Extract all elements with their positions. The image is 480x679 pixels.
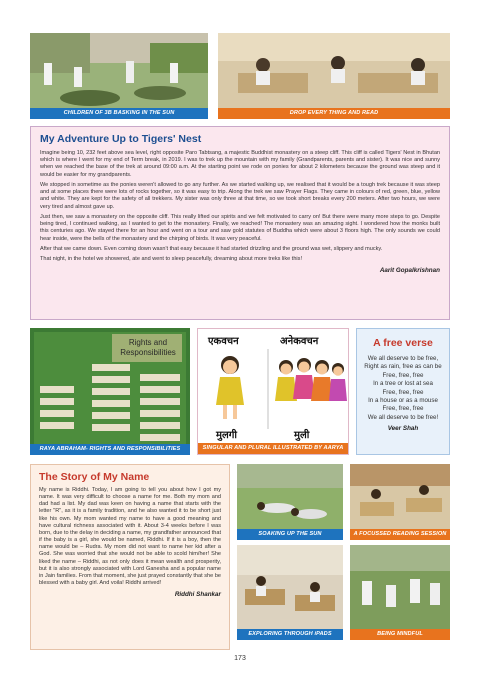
free-verse-box — [356, 328, 450, 455]
hindi-plural-heading: अनेकवचन — [280, 336, 319, 347]
free-verse-author: Veer Shah — [387, 425, 419, 433]
photo-rights-poster — [30, 328, 190, 455]
poster-title-line: Rights and — [128, 338, 168, 347]
page-number: 173 — [234, 655, 246, 662]
hindi-plural-label: मुली — [294, 430, 310, 441]
adventure-body — [40, 150, 440, 264]
verse-line: Free, free, free — [382, 405, 424, 413]
verse-line: Right as rain, free as can be — [364, 363, 442, 371]
story-article — [30, 464, 230, 650]
hindi-singular-label: मुलगी — [216, 430, 237, 441]
free-verse-lines — [361, 355, 445, 422]
verse-line: Free, free, free — [382, 371, 424, 379]
caption-being-mindful: BEING MINDFUL — [350, 629, 450, 640]
caption-singular-plural: SINGULAR AND PLURAL ILLUSTRATED BY AARYA — [198, 443, 348, 454]
adventure-paragraph: We stopped in sometime as the ponies weren't allowed to go any further. As we started walking up, we realised that it would be a tough trek because it was steep and at some places there were lots of rocks together, so it was easy to trip. Along the trek we saw Prayer Flags. They came in colours of red, green, blue, yellow and white. They are kept for the safety of all trekkers. My sister was only three at that time, so we took short breaks every 200 meters. After two hours, we were very tired and almost gave up. — [40, 182, 440, 210]
adventure-paragraph: That night, in the hotel we showered, ate and went to sleep peacefully, dreaming about more treks like this! — [40, 256, 302, 263]
adventure-paragraph: Imagine being 10, 232 feet above sea level, right opposite Paro Tabtsang, a majestic Buddhist monastery on a steep cliff. This cliff is called Tigers' Nest in Bhutan which is where I went for my end of Term break, in 2019. I was to trek up the mountain with my family (Grandparents, parents and sister). It was nice and sunny when we reached the base of the trek at around 09:00 a.m. At the starting point we rode on ponies for about 2 kilometers because the ground was steep and it would be easier for my grandparents. — [40, 150, 440, 178]
story-author: Riddhi Shankar — [174, 591, 221, 599]
adventure-article — [30, 126, 450, 320]
photo-drop-everything — [218, 33, 450, 119]
story-paragraph: My name is Riddhi. Today, I am going to tell you about how I got my name. It was very difficult to choose a name for me. Both my mom and dad had a list. My dad was keen on having a name that starts with the letter "R", as it is a family tradition, and he also wanted it to be short just like his own. My mom wanted my name to have a good meaning and have cultural richness associated with it. About 3-4 weeks before I was born, due to the delay in deciding a name, my grandfather announced that if the baby is a girl, she would be named, Riddhi. If it is a boy, then the name would be – Rudra. My mom did not want to name her kid after a God. She was worried that she would not be able to scold him/her! She liked the name – Riddhi, as not only does it mean wealth and prosperity, but it is also strongly associated with Lord Ganesha and a popular name in Jain families. From that moment, she just prayed constantly that she be blessed with a baby girl. And voila! Riddhi arrived! — [39, 487, 221, 587]
verse-line: Free, free, free — [382, 388, 424, 396]
story-title: The Story of My Name — [39, 471, 150, 483]
story-body — [39, 487, 221, 587]
free-verse-title: A free verse — [373, 337, 433, 349]
photo-being-mindful — [350, 545, 450, 640]
girl-figures-icon — [198, 349, 348, 429]
hindi-singular-heading: एकवचन — [208, 336, 239, 347]
caption-focussed-reading: A FOCUSSED READING SESSION — [350, 529, 450, 540]
verse-line: We all deserve to be free, — [367, 355, 439, 362]
photo-ipads — [237, 545, 343, 640]
caption-ipads: EXPLORING THROUGH iPADS — [237, 629, 343, 640]
caption-drop-everything: DROP EVERY THING AND READ — [218, 108, 450, 119]
caption-children-basking: CHILDREN OF 3B BASKING IN THE SUN — [30, 108, 208, 119]
photo-focussed-reading — [350, 464, 450, 540]
adventure-paragraph: Just then, we saw a monastery on the opposite cliff. This really lifted our spirits and we felt motivated to carry on! But there were many more steps to go. Despite being tired, I continued walking, as I wanted to get to the monastery. Finally, we reached! The monastery was an amazing sight. I wondered how the monks built this centuries ago. We stayed there for an hour and went on a tour and saw gold statutes of Buddha which were about 3 floors high. The only sounds we could hear inside, were the bells of the monastery and the chirping of birds. It was very peaceful. — [40, 214, 440, 242]
photo-children-basking — [30, 33, 208, 119]
verse-line: In a house or as a mouse — [368, 397, 438, 405]
adventure-author: Aarit Gopalkrishnan — [379, 266, 440, 274]
poster-title — [112, 338, 184, 358]
poster-title-line: Responsibilities — [120, 348, 176, 357]
adventure-title: My Adventure Up to Tigers' Nest — [40, 133, 202, 145]
adventure-paragraph: After that we came down. Even coming down wasn't that easy because it had started drizzling and the ground was wet, slippery and mucky. — [40, 246, 383, 252]
caption-rights-poster: RAYA ABRAHAM- RIGHTS AND RESPONSIBILITIES — [30, 444, 190, 455]
photo-soaking-sun — [237, 464, 343, 540]
singular-plural-illustration — [197, 328, 349, 455]
verse-line: In a tree or lost at sea — [373, 380, 433, 388]
caption-soaking-sun: SOAKING UP THE SUN — [237, 529, 343, 540]
verse-line: We all deserve to be free! — [367, 413, 439, 421]
